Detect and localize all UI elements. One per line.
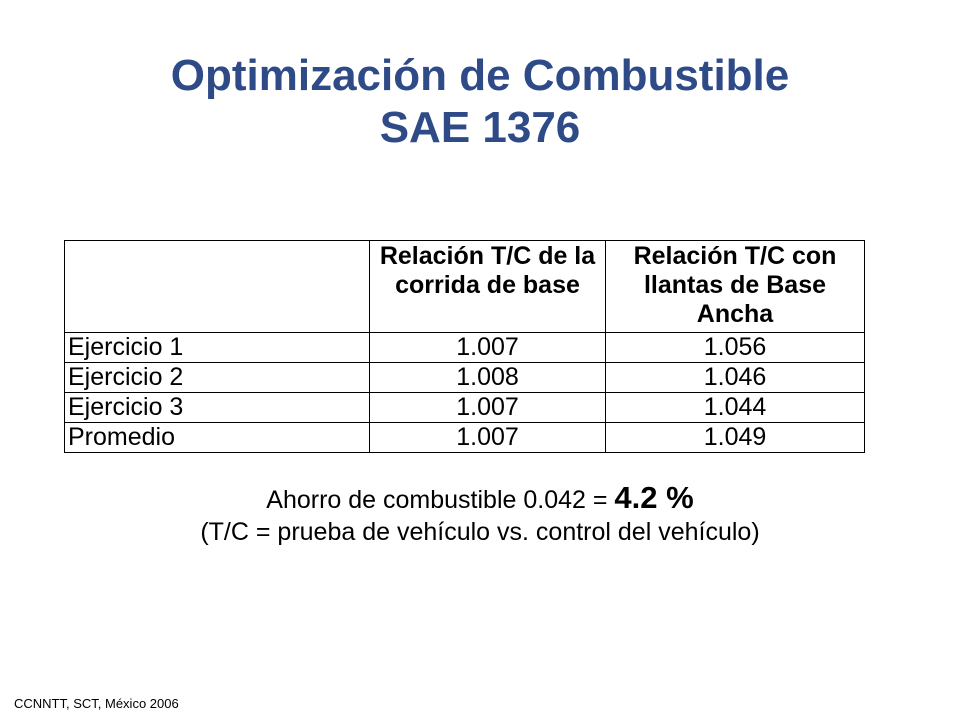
tc-definition-note: (T/C = prueba de vehículo vs. control del vehículo) — [200, 518, 760, 546]
header-empty — [65, 241, 370, 333]
savings-summary — [0, 482, 960, 548]
savings-percent: 4.2 % — [614, 480, 694, 515]
row-label: Ejercicio 2 — [65, 363, 370, 393]
header-wide-base-tires: Relación T/C con llantas de Base Ancha — [606, 241, 865, 333]
wide-base-value: 1.046 — [606, 363, 865, 393]
base-value: 1.008 — [370, 363, 606, 393]
wide-base-value: 1.056 — [606, 333, 865, 363]
base-value: 1.007 — [370, 333, 606, 363]
header-base-run: Relación T/C de la corrida de base — [370, 241, 606, 333]
table-row-average — [65, 423, 865, 453]
footer-credit: CCNNTT, SCT, México 2006 — [14, 696, 179, 711]
row-label: Promedio — [65, 423, 370, 453]
base-value: 1.007 — [370, 423, 606, 453]
tc-ratio-table — [64, 240, 865, 453]
row-label: Ejercicio 3 — [65, 393, 370, 423]
slide-title — [0, 50, 960, 154]
table-row — [65, 333, 865, 363]
wide-base-value: 1.044 — [606, 393, 865, 423]
savings-prefix: Ahorro de combustible 0.042 = — [266, 486, 615, 514]
table-header-row — [65, 241, 865, 333]
base-value: 1.007 — [370, 393, 606, 423]
row-label: Ejercicio 1 — [65, 333, 370, 363]
title-line-2: SAE 1376 — [379, 103, 581, 152]
table-row — [65, 363, 865, 393]
savings-line — [0, 482, 960, 516]
wide-base-value: 1.049 — [606, 423, 865, 453]
table-row — [65, 393, 865, 423]
title-line-1: Optimización de Combustible — [170, 51, 790, 100]
